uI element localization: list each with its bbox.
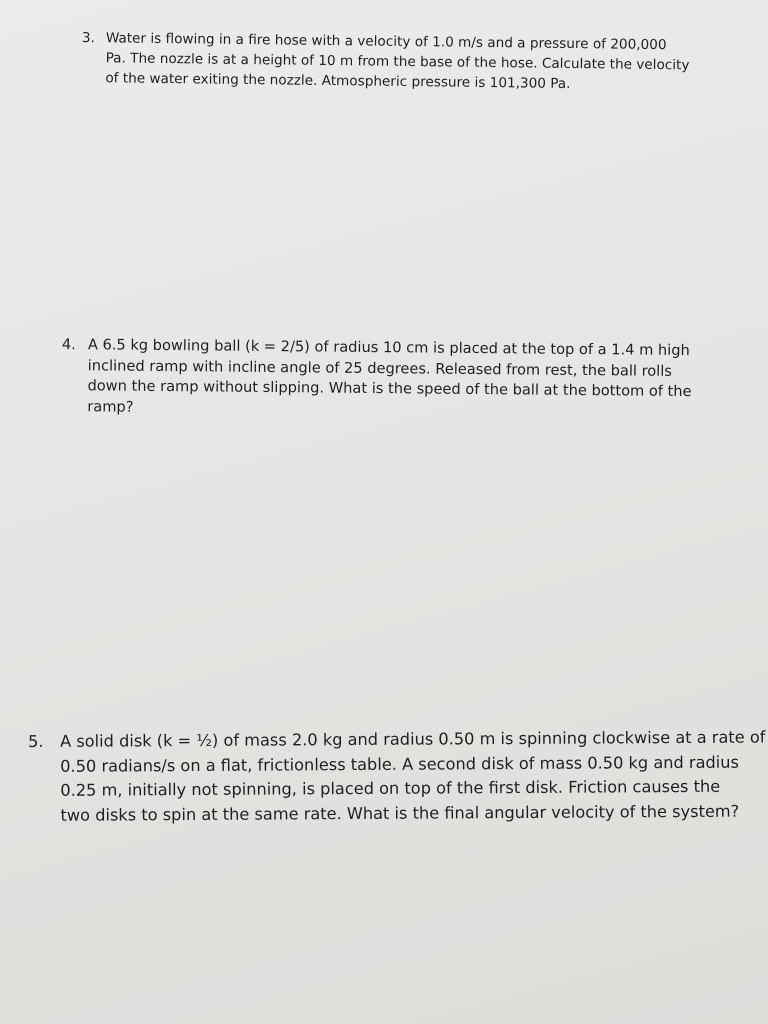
- problem-line: A 6.5 kg bowling ball (k = 2/5) of radius 10 cm is placed at the top of a 1.4 m high: [87, 336, 690, 360]
- problem-number: 5.: [28, 731, 44, 751]
- problem-text: [60, 726, 766, 828]
- problem-line: down the ramp without slipping. What is the speed of the ball at the bottom of the: [87, 377, 692, 401]
- problem-4: [61, 335, 722, 423]
- problem-line: of the water exiting the nozzle. Atmospheric pressure is 101,300 Pa.: [105, 70, 571, 92]
- problem-5: [28, 726, 766, 828]
- problem-line: inclined ramp with incline angle of 25 degrees. Released from rest, the ball rolls: [87, 356, 673, 380]
- problem-line: A solid disk (k = ½) of mass 2.0 kg and radius 0.50 m is spinning clockwise at a rate of: [60, 727, 766, 751]
- problem-line: 0.25 m, initially not spinning, is placed on top of the first disk. Friction causes the: [60, 776, 721, 800]
- problem-line: Pa. The nozzle is at a height of 10 m from the base of the hose. Calculate the velocity: [105, 50, 690, 74]
- problem-text: [105, 28, 722, 96]
- problem-number: 4.: [61, 335, 76, 354]
- problem-text: [87, 335, 722, 423]
- problem-line: two disks to spin at the same rate. What is the final angular velocity of the system?: [60, 801, 740, 825]
- problem-line: Water is flowing in a fire hose with a velocity of 1.0 m/s and a pressure of 200,000: [105, 30, 667, 54]
- problem-3: [81, 28, 722, 96]
- problem-line: 0.50 radians/s on a flat, frictionless table. A second disk of mass 0.50 kg and radius: [60, 752, 739, 776]
- problem-line: ramp?: [87, 397, 134, 416]
- problem-number: 3.: [81, 29, 95, 47]
